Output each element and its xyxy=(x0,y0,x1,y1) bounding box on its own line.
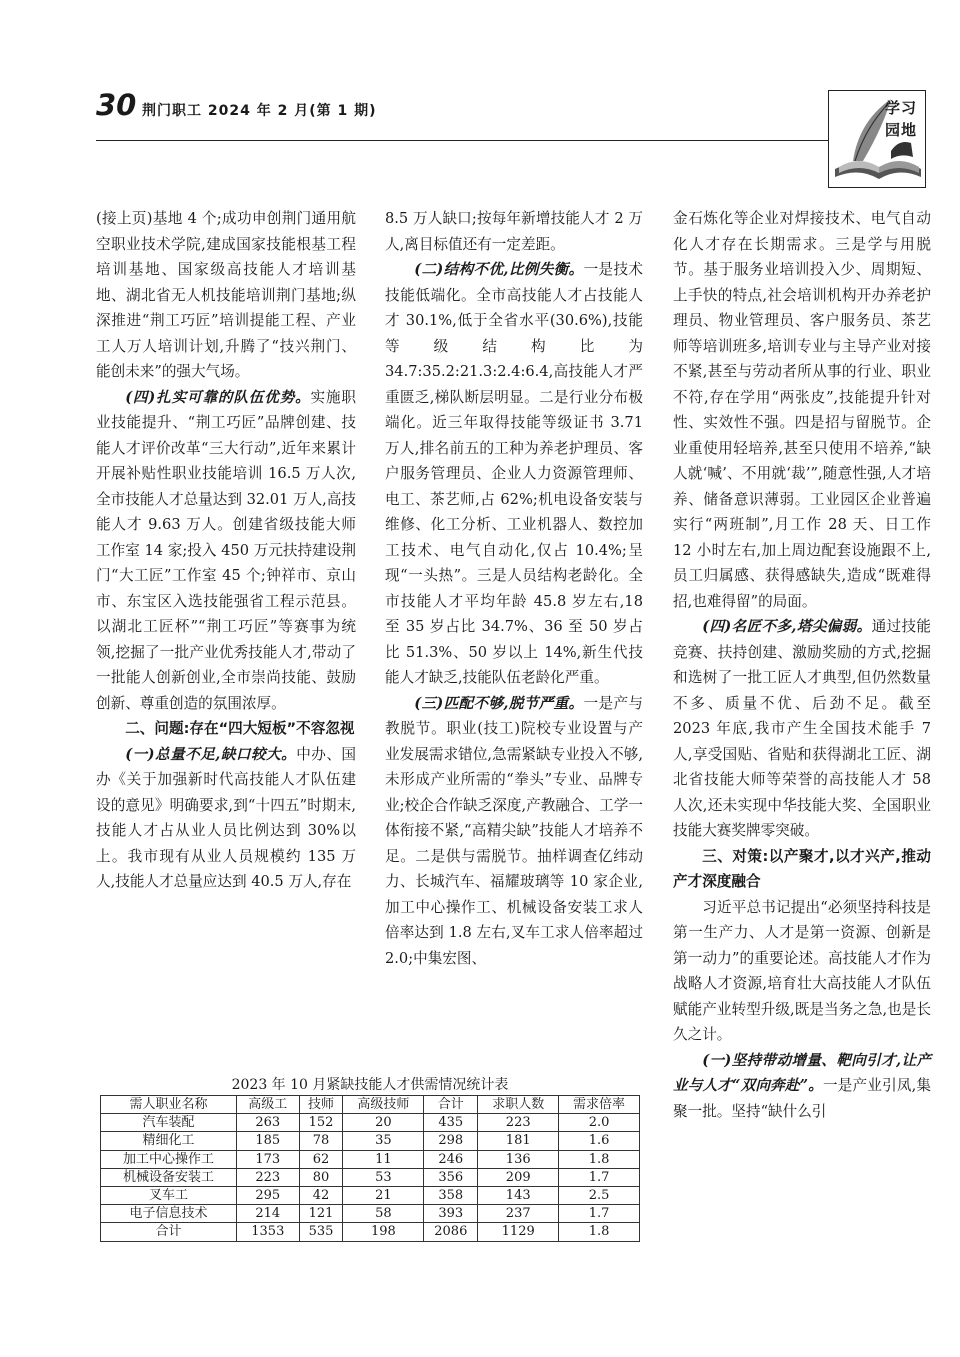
subheading: (四)扎实可靠的队伍优势。 xyxy=(125,388,311,406)
table-row xyxy=(101,1150,640,1168)
table-row xyxy=(101,1114,640,1132)
subheading: (四)名匠不多,塔尖偏弱。 xyxy=(702,618,872,635)
table-row xyxy=(101,1168,640,1186)
paragraph xyxy=(385,257,643,691)
table-cell: 185 xyxy=(237,1132,299,1150)
table-cell: 53 xyxy=(343,1168,424,1186)
paragraph: 金石炼化等企业对焊接技术、电气自动化人才存在长期需求。三是学与用脱节。基于服务业培训投入少、周期短、上手快的特点,社会培训机构开办养老护理员、物业管理员、客户服务员、茶艺师等培训班多,培训专业与主导产业对接不紧,甚至与劳动者所从事的行业、职业不符,存在学用“两张皮”,技能提升针对性、实效性不强。四是招与留脱节。企业重使用轻培养,甚至只使用不培养,“缺人就‘喊’、不用就‘裁’”,随意性强,人才培养、储备意识薄弱。工业园区企业普遍实行“两班制”,月工作 28 天、日工作 12 小时左右,加上周边配套设施跟不上,员工归属感、获得感缺失,造成“既难得招,也难得留”的局面。 xyxy=(673,210,931,610)
table-cell: 237 xyxy=(478,1205,559,1223)
table-cell: 209 xyxy=(478,1168,559,1186)
paragraph: 8.5 万人缺口;按每年新增技能人才 2 万人,离目标值还有一定差距。 xyxy=(385,210,643,253)
paragraph xyxy=(385,691,643,972)
table-cell: 11 xyxy=(343,1150,424,1168)
table-cell: 1.8 xyxy=(559,1223,640,1241)
column-2 xyxy=(385,206,643,971)
table-cell: 精细化工 xyxy=(101,1132,237,1150)
table-header-cell: 合计 xyxy=(424,1096,478,1114)
header-rule xyxy=(96,140,828,141)
table-cell: 393 xyxy=(424,1205,478,1223)
table-cell: 143 xyxy=(478,1187,559,1205)
table-header-row xyxy=(101,1096,640,1114)
table-header-cell: 需人职业名称 xyxy=(101,1096,237,1114)
subheading: (三)匹配不够,脱节严重。 xyxy=(414,694,584,712)
table-cell: 1.7 xyxy=(559,1168,640,1186)
table-row xyxy=(101,1205,640,1223)
table-cell: 223 xyxy=(237,1168,299,1186)
table-cell: 合计 xyxy=(101,1223,237,1241)
paragraph-text: 一是产与教脱节。职业(技工)院校专业设置与产业发展需求错位,急需紧缺专业投入不够,未形成产业所需的“拳头”专业、品牌专业;校企合作缺乏深度,产教融合、工学一体衔接不紧,“高精尖缺”技能人才培养不足。二是供与需脱节。抽样调查亿纬动力、长城汽车、福耀玻璃等 10 家企业,加工中心操作工、机械设备安装工求人倍率达到 1.8 左右,叉车工求人倍率超过 2.0;中集宏图、 xyxy=(385,694,643,967)
page-header xyxy=(96,88,836,132)
table-cell: 298 xyxy=(424,1132,478,1150)
table-cell: 136 xyxy=(478,1150,559,1168)
magazine-issue: 荆门职工 2024 年 2 月(第 1 期) xyxy=(142,103,377,119)
table-cell: 1.6 xyxy=(559,1132,640,1150)
column-tag-line1: 学习 xyxy=(884,99,917,117)
table-cell: 加工中心操作工 xyxy=(101,1150,237,1168)
table-row xyxy=(101,1187,640,1205)
table-cell: 2.0 xyxy=(559,1114,640,1132)
table-cell: 152 xyxy=(299,1114,343,1132)
table-cell: 35 xyxy=(343,1132,424,1150)
table-header-cell: 求职人数 xyxy=(478,1096,559,1114)
paragraph xyxy=(673,614,931,844)
table-cell: 汽车装配 xyxy=(101,1114,237,1132)
table-cell: 1.7 xyxy=(559,1205,640,1223)
subheading: (一)总量不足,缺口较大。 xyxy=(125,745,297,763)
table-header-cell: 高级工 xyxy=(237,1096,299,1114)
table-cell: 电子信息技术 xyxy=(101,1205,237,1223)
table-cell: 叉车工 xyxy=(101,1187,237,1205)
paragraph xyxy=(673,1048,931,1125)
table-cell: 1353 xyxy=(237,1223,299,1241)
subheading: (二)结构不优,比例失衡。 xyxy=(414,261,584,278)
table-cell: 198 xyxy=(343,1223,424,1241)
table-cell: 80 xyxy=(299,1168,343,1186)
table-cell: 295 xyxy=(237,1187,299,1205)
subheading: (一)坚持带动增量、靶向引才,让产业与人才“双向奔赴”。 xyxy=(673,1051,931,1094)
table-cell: 62 xyxy=(299,1150,343,1168)
table-cell: 2.5 xyxy=(559,1187,640,1205)
table-cell: 535 xyxy=(299,1223,343,1241)
table-title: 2023 年 10 月紧缺技能人才供需情况统计表 xyxy=(231,1077,509,1093)
paragraph-text: 一是产业引凤,集聚一批。坚持“缺什么引 xyxy=(673,1077,932,1120)
table-cell: 121 xyxy=(299,1205,343,1223)
column-tag-line2: 园地 xyxy=(884,121,917,139)
table-row xyxy=(101,1132,640,1150)
column-3 xyxy=(673,206,931,1124)
table-cell: 78 xyxy=(299,1132,343,1150)
column-tag-box xyxy=(828,90,926,188)
table-header-cell: 需求倍率 xyxy=(559,1096,640,1114)
table-cell: 2086 xyxy=(424,1223,478,1241)
table-cell: 42 xyxy=(299,1187,343,1205)
paragraph xyxy=(96,742,356,895)
table-cell: 214 xyxy=(237,1205,299,1223)
paragraph: (接上页)基地 4 个;成功申创荆门通用航空职业技术学院,建成国家技能根基工程培训基地、国家级高技能人才培训基地、湖北省无人机技能培训荆门基地;纵深推进“荆工巧匠”培训提能工程、产业工人万人培训计划,升腾了“技兴荆门、能创未来”的强大气场。 xyxy=(96,210,356,380)
page-number: 30 xyxy=(96,88,137,122)
table-header-cell: 技师 xyxy=(299,1096,343,1114)
section-heading: 三、对策:以产聚才,以才兴产,推动产才深度融合 xyxy=(673,847,931,890)
stats-table xyxy=(100,1095,640,1242)
section-heading: 二、问题:存在“四大短板”不容忽视 xyxy=(125,720,355,737)
column-1 xyxy=(96,206,356,895)
table-cell: 173 xyxy=(237,1150,299,1168)
table-cell: 58 xyxy=(343,1205,424,1223)
paragraph-text: 中办、国办《关于加强新时代高技能人才队伍建设的意见》明确要求,到“十四五”时期末,技能人才占从业人员比例达到 30%以上。我市现有从业人员规模约 135 万人,技能人才总量应达到 40.5 万人,存在 xyxy=(96,745,356,890)
table-total-row xyxy=(101,1223,640,1241)
table-cell: 435 xyxy=(424,1114,478,1132)
paragraph: 习近平总书记提出“必须坚持科技是第一生产力、人才是第一资源、创新是第一动力”的重要论述。高技能人才作为战略人才资源,培育壮大高技能人才队伍赋能产业转型升级,既是当务之急,也是长久之计。 xyxy=(673,898,931,1043)
table-cell: 246 xyxy=(424,1150,478,1168)
table-cell: 223 xyxy=(478,1114,559,1132)
table-cell: 358 xyxy=(424,1187,478,1205)
paragraph xyxy=(96,385,356,717)
table-cell: 1129 xyxy=(478,1223,559,1241)
table-cell: 356 xyxy=(424,1168,478,1186)
table-cell: 181 xyxy=(478,1132,559,1150)
paragraph-text: 一是技术技能低端化。全市高技能人才占技能人才 30.1%,低于全省水平(30.6%),技能等级结构比为 34.7:35.2:21.3:2.4:6.4,高技能人才严重匮乏,梯队断层明显。二是行业分布极端化。近三年取得技能等级证书 3.71 万人,排名前五的工种为养老护理员、客户服务管理员、企业人力资源管理师、电工、茶艺师,占 62%;机电设备安装与维修、化工分析、工业机器人、数控加工技术、电气自动化,仅占 10.4%;呈现“一头热”。三是人员结构老龄化。全市技能人才平均年龄 45.8 岁左右,18 至 35 岁占比 34.7%、36 至 50 岁占比 51.3%、50 岁以上 14%,新生代技能人才缺乏,技能队伍老龄化严重。 xyxy=(385,261,643,686)
paragraph-text: 通过技能竞赛、扶持创建、激励奖励的方式,挖掘和选树了一批工匠人才典型,但仍然数量不多、质量不优、后劲不足。截至 2023 年底,我市产生全国技术能手 7 人,享受国贴、省贴和获得湖北工匠、湖北省技能大师等荣誉的高技能人才 58 人次,还未实现中华技能大奖、全国职业技能大赛奖牌零突破。 xyxy=(673,618,931,839)
table-cell: 21 xyxy=(343,1187,424,1205)
table-cell: 263 xyxy=(237,1114,299,1132)
table-cell: 机械设备安装工 xyxy=(101,1168,237,1186)
paragraph-text: 实施职业技能提升、“荆工巧匠”品牌创建、技能人才评价改革“三大行动”,近年来累计开展补贴性职业技能培训 16.5 万人次,全市技能人才总量达到 32.01 万人,高技能人才 9.63 万人。创建省级技能大师工作室 14 家;投入 450 万元扶持建设荆门“大工匠”工作室 45 个;钟祥市、京山市、东宝区入选技能强省工程示范县。以湖北工匠杯”“荆工巧匠”等赛事为统领,挖掘了一批产业优秀技能人才,带动了一批能人创新创业,全市崇尚技能、鼓励创新、尊重创造的氛围浓厚。 xyxy=(96,388,357,712)
table-cell: 20 xyxy=(343,1114,424,1132)
table-cell: 1.8 xyxy=(559,1150,640,1168)
table-header-cell: 高级技师 xyxy=(343,1096,424,1114)
